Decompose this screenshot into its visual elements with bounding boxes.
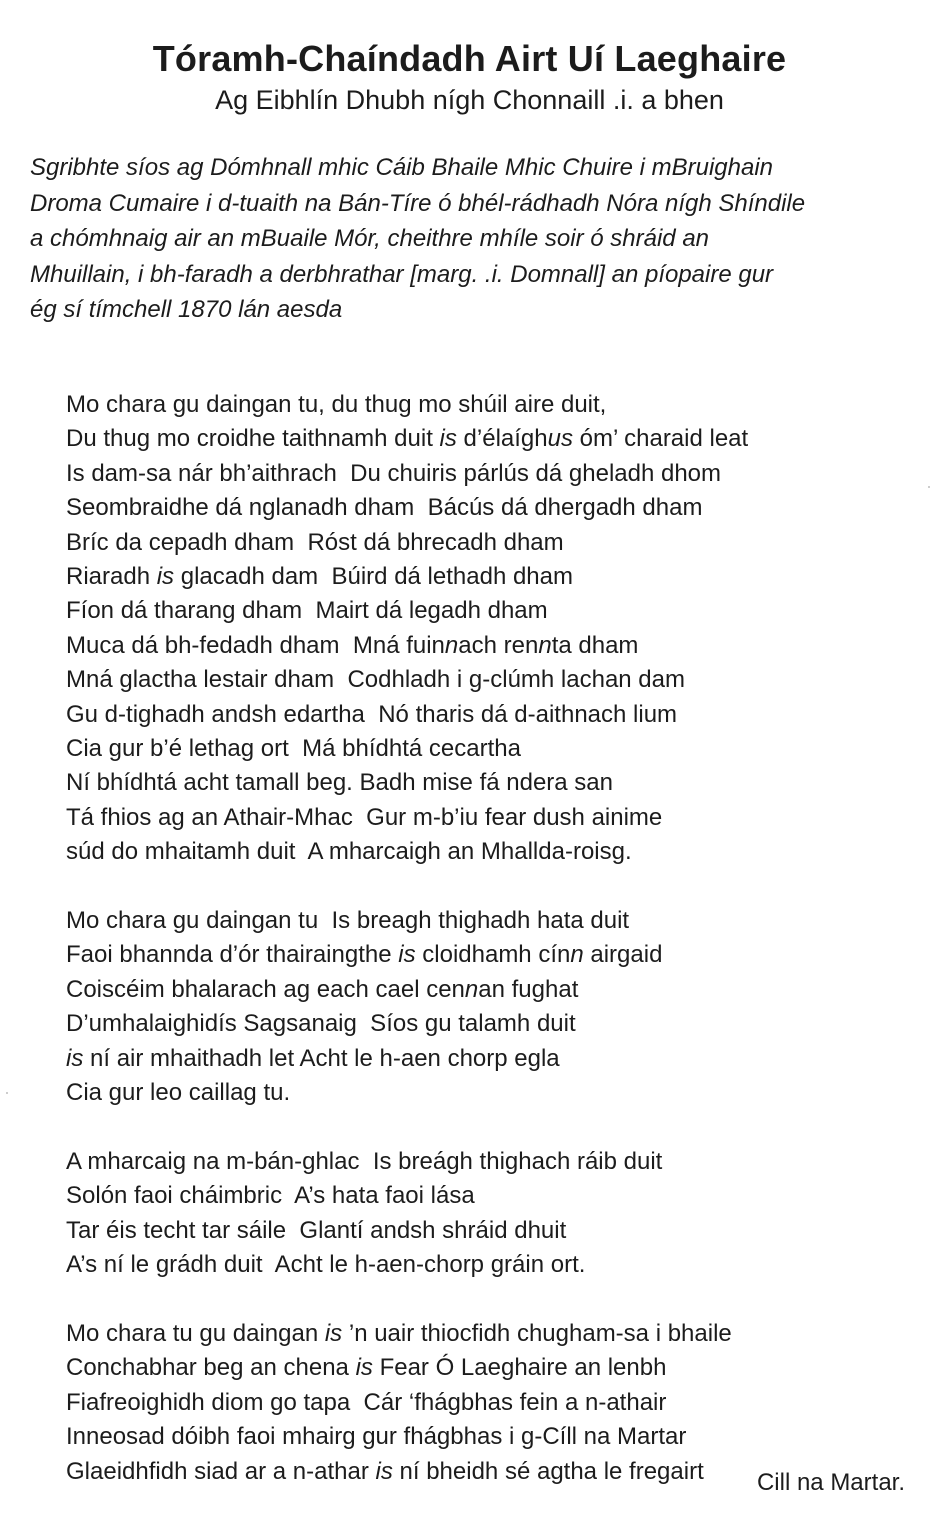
poem-body xyxy=(66,388,916,1523)
verse-text: Mo chara gu daingan tu, du thug mo shúil aire duit, xyxy=(66,391,607,418)
italic-text: is xyxy=(324,1319,343,1347)
verse-text: Solón faoi cháimbric A’s hata faoi lása xyxy=(66,1182,475,1210)
verse-text: cloidhamh cín xyxy=(415,941,571,969)
verse-text: óm’ charaid leat xyxy=(573,425,749,453)
verse-text: airgaid xyxy=(583,941,663,969)
verse-text: Fiafreoighidh diom go tapa Cár ‘fhágbhas fein a n-athair xyxy=(66,1388,667,1416)
verse-line xyxy=(66,904,916,938)
provenance-line: Sgribhte síos ag Dómhnall mhic Cáib Bhaile Mhic Chuire i mBruighain xyxy=(30,154,774,181)
verse-text: ní air mhaithadh let Acht le h-aen chorp egla xyxy=(83,1044,560,1072)
verse-text: Gu d-tighadh andsh edartha Nó tharis dá d-aithnach lium xyxy=(66,700,678,728)
verse-line xyxy=(66,422,916,456)
scan-speck xyxy=(928,486,930,488)
verse-text: Du thug mo croidhe taithnamh duit xyxy=(66,425,440,453)
verse-text: Fíon dá tharang dham Mairt dá legadh dham xyxy=(66,597,548,625)
verse-line xyxy=(66,698,916,732)
provenance-line: Droma Cumaire i d-tuaith na Bán-Tíre ó bhél-rádhadh Nóra nígh Shíndile xyxy=(30,189,806,217)
verse-line xyxy=(66,1042,916,1076)
verse-text: Faoi bhannda d’ór thairaingthe xyxy=(66,941,399,969)
verse-text: Is dam-sa nár bh’aithrach Du chuiris párlús dá gheladh dhom xyxy=(66,459,722,487)
verse-line xyxy=(66,594,916,628)
verse-text: D’umhalaighidís Sagsanaig Síos gu talamh duit xyxy=(66,1010,576,1038)
verse-line xyxy=(66,1007,916,1041)
italic-text: is xyxy=(156,563,175,591)
stanza xyxy=(66,904,916,1110)
verse-text: Riaradh xyxy=(66,563,157,591)
italic-text: n xyxy=(538,631,552,659)
verse-line xyxy=(66,388,916,422)
verse-text: Muca dá bh-fedadh dham Mná fuin xyxy=(66,631,445,659)
verse-line xyxy=(66,1076,916,1110)
italic-text: is xyxy=(375,1457,393,1485)
verse-text: ’n uair thiocfidh chugham-sa i bhaile xyxy=(342,1319,732,1347)
verse-text: Tá fhios ag an Athair-Mhac Gur m-b’iu fear dush ainime xyxy=(66,803,663,831)
verse-text: súd do mhaitamh duit A mharcaigh an Mhallda-roisg. xyxy=(66,838,632,866)
stanza xyxy=(66,388,916,870)
italic-text: is xyxy=(355,1354,373,1382)
provenance-note xyxy=(30,150,920,328)
verse-text: Bríc da cepadh dham Róst dá bhrecadh dham xyxy=(66,528,564,556)
provenance-line: a chómhnaig air an mBuaile Mór, cheithre mhíle soir ó shráid an xyxy=(30,225,710,252)
verse-text: Cia gur leo caillag tu. xyxy=(66,1079,291,1107)
verse-line xyxy=(66,560,916,594)
italic-text: is xyxy=(398,941,416,969)
verse-text: Inneosad dóibh faoi mhairg gur fhágbhas i g-Cíll na Martar xyxy=(66,1423,687,1451)
poem-title: Tóramh-Chaíndadh Airt Uí Laeghaire xyxy=(152,38,787,79)
verse-text: Coiscéim bhalarach ag each cael cen xyxy=(66,975,465,1003)
place-signoff: Cill na Martar. xyxy=(756,1469,905,1496)
verse-line xyxy=(66,1351,916,1385)
verse-line xyxy=(66,629,916,663)
verse-text: Cia gur b’é lethag ort Má bhídhtá cecartha xyxy=(66,735,521,763)
verse-line xyxy=(66,766,916,800)
verse-text: an fughat xyxy=(478,975,579,1003)
verse-line xyxy=(66,1420,916,1454)
verse-line xyxy=(66,491,916,525)
verse-text: Mo chara gu daingan tu Is breagh thighadh hata duit xyxy=(66,907,630,935)
verse-text: Mná glactha lestair dham Codhladh i g-clúmh lachan dam xyxy=(66,666,685,694)
verse-text: Ní bhídhtá acht tamall beg. Badh mise fá ndera san xyxy=(66,769,613,797)
provenance-line: ég sí tímchell 1870 lán aesda xyxy=(30,296,343,323)
verse-text: A mharcaig na m-bán-ghlac Is breágh thighach ráib duit xyxy=(66,1147,663,1175)
verse-line xyxy=(66,1214,916,1248)
verse-text: glacadh dam Búird dá lethadh dham xyxy=(174,563,573,591)
italic-text: is xyxy=(439,425,457,453)
verse-text: Mo chara tu gu daingan xyxy=(66,1319,325,1347)
verse-text: ta dham xyxy=(551,631,639,659)
verse-text: d’élaígh xyxy=(456,425,548,453)
verse-text: Conchabhar beg an chena xyxy=(66,1354,356,1382)
verse-text: ach ren xyxy=(458,631,539,659)
italic-text: n xyxy=(464,975,479,1003)
verse-line xyxy=(66,973,916,1007)
verse-line xyxy=(66,1179,916,1213)
stanza xyxy=(66,1317,916,1489)
verse-text: Fear Ó Laeghaire an lenbh xyxy=(372,1354,667,1382)
verse-line xyxy=(66,457,916,491)
verse-text: A’s ní le grádh duit Acht le h-aen-chorp gráin ort. xyxy=(66,1251,586,1279)
verse-line xyxy=(66,663,916,697)
verse-text: Seombraidhe dá nglanadh dham Bácús dá dhergadh dham xyxy=(66,494,703,522)
italic-text: n xyxy=(444,631,459,659)
verse-line xyxy=(66,1145,916,1179)
verse-text: ní bheidh sé agtha le fregairt xyxy=(392,1457,704,1485)
italic-text: is xyxy=(66,1044,84,1072)
italic-text: us xyxy=(547,425,573,453)
poem-subtitle: Ag Eibhlín Dhubh nígh Chonnaill .i. a bhen xyxy=(215,85,724,115)
verse-line xyxy=(66,1386,916,1420)
stanza xyxy=(66,1145,916,1283)
verse-text: Tar éis techt tar sáile Glantí andsh shráid dhuit xyxy=(66,1216,567,1244)
provenance-line: Mhuillain, i bh-faradh a derbhrathar [marg. .i. Domnall] an píopaire gur xyxy=(30,260,774,288)
verse-line xyxy=(66,1317,916,1351)
verse-line xyxy=(66,801,916,835)
verse-line xyxy=(66,732,916,766)
verse-line xyxy=(66,938,916,972)
verse-text: Glaeidhfidh siad ar a n-athar xyxy=(66,1457,376,1485)
italic-text: n xyxy=(570,941,584,969)
verse-line xyxy=(66,1248,916,1282)
scan-speck xyxy=(6,1092,8,1094)
verse-line xyxy=(66,835,916,869)
verse-line xyxy=(66,526,916,560)
